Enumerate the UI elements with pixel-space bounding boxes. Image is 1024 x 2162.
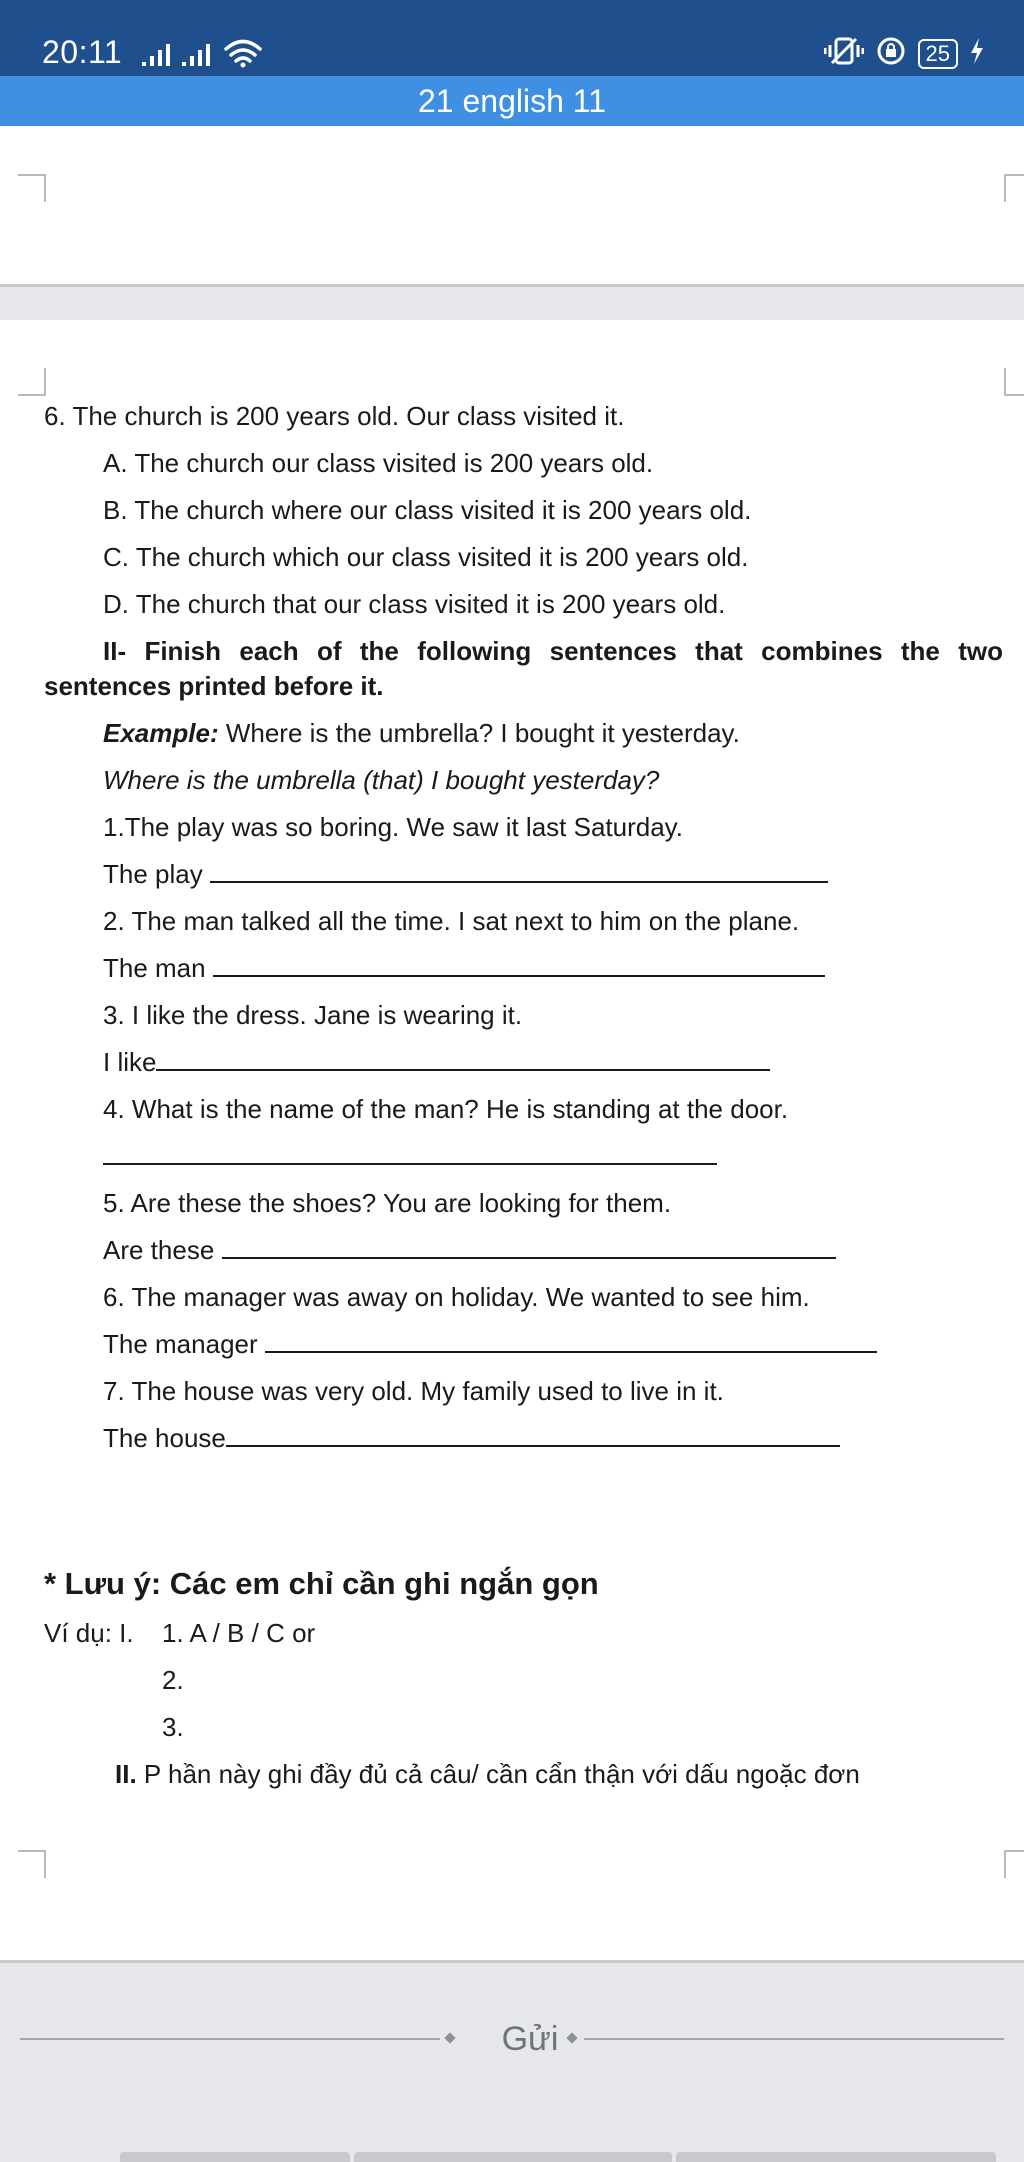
item-answer bbox=[103, 1039, 770, 1086]
answer-blank bbox=[265, 1329, 877, 1353]
example-vi-line-2: 2. bbox=[162, 1665, 184, 1695]
item-stem: The manager bbox=[103, 1329, 265, 1359]
divider-right bbox=[584, 2038, 1004, 2040]
vibrate-icon bbox=[824, 36, 864, 71]
answer-blank bbox=[103, 1141, 717, 1165]
answer-blank bbox=[226, 1423, 840, 1447]
charging-icon bbox=[970, 38, 984, 69]
document-page-2 bbox=[0, 320, 1024, 1963]
item-prompt: 7. The house was very old. My family used to live in it. bbox=[103, 1376, 724, 1406]
document-content bbox=[0, 320, 1024, 1920]
status-time: 20:11 bbox=[42, 34, 123, 70]
rotation-lock-icon bbox=[876, 36, 906, 71]
note-ii-label: II. bbox=[115, 1759, 137, 1789]
example-text: Where is the umbrella? I bought it yesterday. bbox=[218, 718, 740, 748]
note-ii bbox=[115, 1751, 860, 1798]
crop-mark bbox=[1004, 1850, 1024, 1878]
item-stem: The play bbox=[103, 859, 210, 889]
answer-blank bbox=[210, 859, 828, 883]
bottom-tab-strip bbox=[120, 2152, 1020, 2162]
item-prompt: 1.The play was so boring. We saw it last Saturday. bbox=[103, 812, 683, 842]
item-answer bbox=[103, 945, 825, 992]
item-stem: Are these bbox=[103, 1235, 222, 1265]
item-prompt: 6. The manager was away on holiday. We wanted to see him. bbox=[103, 1282, 810, 1312]
item-stem: I like bbox=[103, 1047, 157, 1077]
crop-mark bbox=[18, 1850, 46, 1878]
option-a: A. The church our class visited is 200 years old. bbox=[103, 448, 654, 478]
bottom-tab[interactable] bbox=[676, 2152, 996, 2162]
item-answer bbox=[103, 1415, 840, 1462]
document-title: 21 english 11 bbox=[418, 83, 606, 119]
item-stem: The house bbox=[103, 1423, 226, 1453]
note-title: * Lưu ý: Các em chỉ cần ghi ngắn gọn bbox=[44, 1566, 599, 1601]
diamond-icon bbox=[444, 2032, 455, 2043]
example-answer: Where is the umbrella (that) I bought yesterday? bbox=[103, 765, 660, 795]
question-6: 6. The church is 200 years old. Our class visited it. bbox=[44, 401, 625, 431]
wifi-icon bbox=[226, 42, 260, 62]
status-bar bbox=[0, 0, 1024, 76]
example-line bbox=[103, 710, 740, 757]
option-d: D. The church that our class visited it is 200 years old. bbox=[103, 589, 726, 619]
send-button[interactable]: Gửi bbox=[501, 2020, 559, 2058]
option-c: C. The church which our class visited it is 200 years old. bbox=[103, 542, 749, 572]
item-prompt: 2. The man talked all the time. I sat next to him on the plane. bbox=[103, 906, 800, 936]
item-prompt: 4. What is the name of the man? He is standing at the door. bbox=[103, 1094, 789, 1124]
note-ii-text: P hần này ghi đầy đủ cả câu/ cần cẩn thận với dấu ngoặc đơn bbox=[136, 1759, 860, 1789]
item-answer bbox=[103, 1133, 717, 1180]
item-prompt: 5. Are these the shoes? You are looking for them. bbox=[103, 1188, 672, 1218]
battery-icon: 25 bbox=[918, 39, 958, 69]
signal-icon bbox=[142, 38, 266, 73]
bottom-tab[interactable] bbox=[354, 2152, 672, 2162]
example-vi-label: Ví dụ: I. bbox=[44, 1618, 134, 1648]
item-answer bbox=[103, 1321, 877, 1368]
item-answer bbox=[103, 1227, 836, 1274]
answer-blank bbox=[156, 1047, 770, 1071]
example-vi-line-1: 1. A / B / C or bbox=[162, 1618, 316, 1648]
answer-blank bbox=[213, 953, 825, 977]
divider-left bbox=[20, 2038, 440, 2040]
answer-blank bbox=[222, 1235, 836, 1259]
item-stem: The man bbox=[103, 953, 213, 983]
section-2-heading-cont: sentences printed before it. bbox=[44, 671, 384, 701]
status-icons bbox=[824, 36, 984, 71]
section-2-heading: II- Finish each of the following sentences that combines the two bbox=[103, 636, 1003, 666]
item-prompt: 3. I like the dress. Jane is wearing it. bbox=[103, 1000, 523, 1030]
submit-area bbox=[0, 1963, 1024, 2162]
example-vi-line-3: 3. bbox=[162, 1712, 184, 1742]
crop-mark bbox=[18, 174, 46, 202]
document-title-bar bbox=[0, 76, 1024, 126]
item-answer bbox=[103, 851, 828, 898]
option-b: B. The church where our class visited it is 200 years old. bbox=[103, 495, 752, 525]
send-row bbox=[20, 2017, 1004, 2061]
document-page-1 bbox=[0, 126, 1024, 287]
crop-mark bbox=[1004, 174, 1024, 202]
example-label: Example: bbox=[103, 718, 219, 748]
bottom-tab[interactable] bbox=[120, 2152, 350, 2162]
